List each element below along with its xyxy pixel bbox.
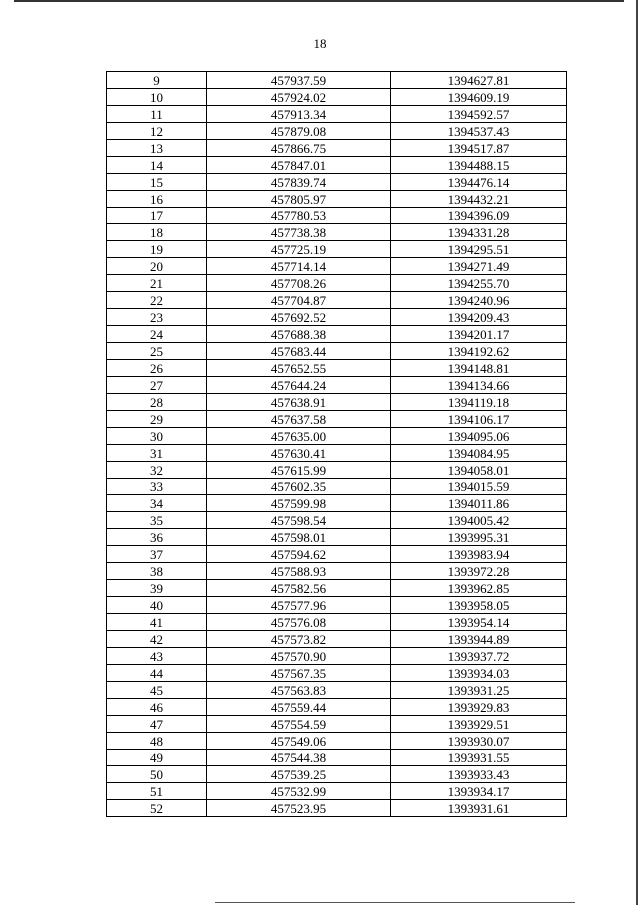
table-row	[107, 410, 567, 427]
x-coordinate-cell: 457725.19	[207, 241, 391, 258]
x-coordinate-cell: 457576.08	[207, 614, 391, 631]
y-coordinate-cell: 1393930.07	[391, 732, 567, 749]
table-row	[107, 207, 567, 224]
y-coordinate-cell: 1394488.15	[391, 156, 567, 173]
y-coordinate-cell: 1394209.43	[391, 309, 567, 326]
table-row	[107, 495, 567, 512]
y-coordinate-cell: 1394517.87	[391, 139, 567, 156]
table-row	[107, 88, 567, 105]
y-coordinate-cell: 1394592.57	[391, 105, 567, 122]
x-coordinate-cell: 457567.35	[207, 664, 391, 681]
point-number-cell: 12	[107, 122, 207, 139]
y-coordinate-cell: 1394331.28	[391, 224, 567, 241]
table-row	[107, 766, 567, 783]
point-number-cell: 49	[107, 749, 207, 766]
point-number-cell: 32	[107, 461, 207, 478]
y-coordinate-cell: 1393937.72	[391, 647, 567, 664]
y-coordinate-cell: 1394148.81	[391, 359, 567, 376]
x-coordinate-cell: 457573.82	[207, 630, 391, 647]
scan-edge-right	[636, 0, 638, 905]
y-coordinate-cell: 1394271.49	[391, 258, 567, 275]
point-number-cell: 44	[107, 664, 207, 681]
y-coordinate-cell: 1393972.28	[391, 563, 567, 580]
table-row	[107, 630, 567, 647]
point-number-cell: 33	[107, 478, 207, 495]
y-coordinate-cell: 1394015.59	[391, 478, 567, 495]
y-coordinate-cell: 1394095.06	[391, 427, 567, 444]
x-coordinate-cell: 457635.00	[207, 427, 391, 444]
table-row	[107, 647, 567, 664]
x-coordinate-cell: 457598.01	[207, 529, 391, 546]
table-row	[107, 800, 567, 817]
x-coordinate-cell: 457594.62	[207, 546, 391, 563]
point-number-cell: 23	[107, 309, 207, 326]
y-coordinate-cell: 1393931.25	[391, 681, 567, 698]
point-number-cell: 10	[107, 88, 207, 105]
point-number-cell: 18	[107, 224, 207, 241]
table-row	[107, 478, 567, 495]
point-number-cell: 24	[107, 326, 207, 343]
point-number-cell: 50	[107, 766, 207, 783]
table-row	[107, 715, 567, 732]
point-number-cell: 9	[107, 72, 207, 89]
point-number-cell: 11	[107, 105, 207, 122]
point-number-cell: 43	[107, 647, 207, 664]
x-coordinate-cell: 457924.02	[207, 88, 391, 105]
table-row	[107, 326, 567, 343]
table-row	[107, 664, 567, 681]
x-coordinate-cell: 457615.99	[207, 461, 391, 478]
table-row	[107, 427, 567, 444]
point-number-cell: 28	[107, 393, 207, 410]
table-row	[107, 292, 567, 309]
point-number-cell: 27	[107, 376, 207, 393]
point-number-cell: 13	[107, 139, 207, 156]
table-row	[107, 359, 567, 376]
y-coordinate-cell: 1393944.89	[391, 630, 567, 647]
y-coordinate-cell: 1394295.51	[391, 241, 567, 258]
y-coordinate-cell: 1394192.62	[391, 343, 567, 360]
table-row	[107, 72, 567, 89]
point-number-cell: 15	[107, 173, 207, 190]
x-coordinate-cell: 457570.90	[207, 647, 391, 664]
point-number-cell: 14	[107, 156, 207, 173]
table-row	[107, 224, 567, 241]
point-number-cell: 22	[107, 292, 207, 309]
table-row	[107, 512, 567, 529]
x-coordinate-cell: 457549.06	[207, 732, 391, 749]
x-coordinate-cell: 457588.93	[207, 563, 391, 580]
x-coordinate-cell: 457532.99	[207, 783, 391, 800]
y-coordinate-cell: 1393933.43	[391, 766, 567, 783]
table-row	[107, 461, 567, 478]
y-coordinate-cell: 1394106.17	[391, 410, 567, 427]
x-coordinate-cell: 457780.53	[207, 207, 391, 224]
y-coordinate-cell: 1394240.96	[391, 292, 567, 309]
x-coordinate-cell: 457879.08	[207, 122, 391, 139]
x-coordinate-cell: 457637.58	[207, 410, 391, 427]
table-row	[107, 614, 567, 631]
point-number-cell: 52	[107, 800, 207, 817]
table-row	[107, 241, 567, 258]
x-coordinate-cell: 457577.96	[207, 597, 391, 614]
y-coordinate-cell: 1394119.18	[391, 393, 567, 410]
y-coordinate-cell: 1393931.55	[391, 749, 567, 766]
table-row	[107, 105, 567, 122]
table-row	[107, 258, 567, 275]
x-coordinate-cell: 457805.97	[207, 190, 391, 207]
x-coordinate-cell: 457738.38	[207, 224, 391, 241]
x-coordinate-cell: 457598.54	[207, 512, 391, 529]
x-coordinate-cell: 457692.52	[207, 309, 391, 326]
table-row	[107, 444, 567, 461]
y-coordinate-cell: 1394201.17	[391, 326, 567, 343]
point-number-cell: 30	[107, 427, 207, 444]
point-number-cell: 42	[107, 630, 207, 647]
point-number-cell: 31	[107, 444, 207, 461]
x-coordinate-cell: 457644.24	[207, 376, 391, 393]
y-coordinate-cell: 1393931.61	[391, 800, 567, 817]
y-coordinate-cell: 1394396.09	[391, 207, 567, 224]
y-coordinate-cell: 1394134.66	[391, 376, 567, 393]
point-number-cell: 41	[107, 614, 207, 631]
y-coordinate-cell: 1393929.83	[391, 698, 567, 715]
x-coordinate-cell: 457937.59	[207, 72, 391, 89]
x-coordinate-cell: 457704.87	[207, 292, 391, 309]
point-number-cell: 25	[107, 343, 207, 360]
point-number-cell: 51	[107, 783, 207, 800]
point-number-cell: 16	[107, 190, 207, 207]
x-coordinate-cell: 457839.74	[207, 173, 391, 190]
x-coordinate-cell: 457599.98	[207, 495, 391, 512]
y-coordinate-cell: 1393954.14	[391, 614, 567, 631]
y-coordinate-cell: 1393983.94	[391, 546, 567, 563]
point-number-cell: 47	[107, 715, 207, 732]
point-number-cell: 17	[107, 207, 207, 224]
x-coordinate-cell: 457913.34	[207, 105, 391, 122]
table-row	[107, 275, 567, 292]
point-number-cell: 26	[107, 359, 207, 376]
table-row	[107, 343, 567, 360]
x-coordinate-cell: 457688.38	[207, 326, 391, 343]
point-number-cell: 37	[107, 546, 207, 563]
y-coordinate-cell: 1394476.14	[391, 173, 567, 190]
y-coordinate-cell: 1393962.85	[391, 580, 567, 597]
point-number-cell: 45	[107, 681, 207, 698]
point-number-cell: 21	[107, 275, 207, 292]
scan-edge-top	[14, 0, 624, 2]
y-coordinate-cell: 1394084.95	[391, 444, 567, 461]
y-coordinate-cell: 1394011.86	[391, 495, 567, 512]
point-number-cell: 35	[107, 512, 207, 529]
y-coordinate-cell: 1393929.51	[391, 715, 567, 732]
x-coordinate-cell: 457563.83	[207, 681, 391, 698]
page-number: 18	[313, 36, 327, 51]
y-coordinate-cell: 1394609.19	[391, 88, 567, 105]
y-coordinate-cell: 1394432.21	[391, 190, 567, 207]
point-number-cell: 39	[107, 580, 207, 597]
x-coordinate-cell: 457652.55	[207, 359, 391, 376]
x-coordinate-cell: 457630.41	[207, 444, 391, 461]
point-number-cell: 46	[107, 698, 207, 715]
x-coordinate-cell: 457544.38	[207, 749, 391, 766]
x-coordinate-cell: 457523.95	[207, 800, 391, 817]
coordinates-table-body	[107, 72, 567, 817]
x-coordinate-cell: 457708.26	[207, 275, 391, 292]
y-coordinate-cell: 1393934.17	[391, 783, 567, 800]
x-coordinate-cell: 457539.25	[207, 766, 391, 783]
point-number-cell: 38	[107, 563, 207, 580]
point-number-cell: 20	[107, 258, 207, 275]
y-coordinate-cell: 1393934.03	[391, 664, 567, 681]
x-coordinate-cell: 457714.14	[207, 258, 391, 275]
y-coordinate-cell: 1394627.81	[391, 72, 567, 89]
scan-edge-bottom	[215, 902, 575, 903]
table-row	[107, 190, 567, 207]
x-coordinate-cell: 457638.91	[207, 393, 391, 410]
point-number-cell: 48	[107, 732, 207, 749]
table-row	[107, 749, 567, 766]
table-row	[107, 393, 567, 410]
point-number-cell: 40	[107, 597, 207, 614]
x-coordinate-cell: 457847.01	[207, 156, 391, 173]
table-row	[107, 580, 567, 597]
table-row	[107, 156, 567, 173]
x-coordinate-cell: 457554.59	[207, 715, 391, 732]
point-number-cell: 34	[107, 495, 207, 512]
point-number-cell: 19	[107, 241, 207, 258]
table-row	[107, 376, 567, 393]
x-coordinate-cell: 457602.35	[207, 478, 391, 495]
table-row	[107, 681, 567, 698]
table-row	[107, 309, 567, 326]
table-row	[107, 546, 567, 563]
table-row	[107, 139, 567, 156]
table-row	[107, 732, 567, 749]
table-row	[107, 783, 567, 800]
y-coordinate-cell: 1394255.70	[391, 275, 567, 292]
x-coordinate-cell: 457866.75	[207, 139, 391, 156]
y-coordinate-cell: 1394058.01	[391, 461, 567, 478]
y-coordinate-cell: 1394005.42	[391, 512, 567, 529]
x-coordinate-cell: 457683.44	[207, 343, 391, 360]
point-number-cell: 29	[107, 410, 207, 427]
point-number-cell: 36	[107, 529, 207, 546]
table-row	[107, 597, 567, 614]
table-row	[107, 563, 567, 580]
table-row	[107, 173, 567, 190]
table-row	[107, 529, 567, 546]
y-coordinate-cell: 1394537.43	[391, 122, 567, 139]
y-coordinate-cell: 1393958.05	[391, 597, 567, 614]
coordinates-table	[106, 71, 567, 817]
x-coordinate-cell: 457582.56	[207, 580, 391, 597]
y-coordinate-cell: 1393995.31	[391, 529, 567, 546]
table-row	[107, 698, 567, 715]
x-coordinate-cell: 457559.44	[207, 698, 391, 715]
table-row	[107, 122, 567, 139]
